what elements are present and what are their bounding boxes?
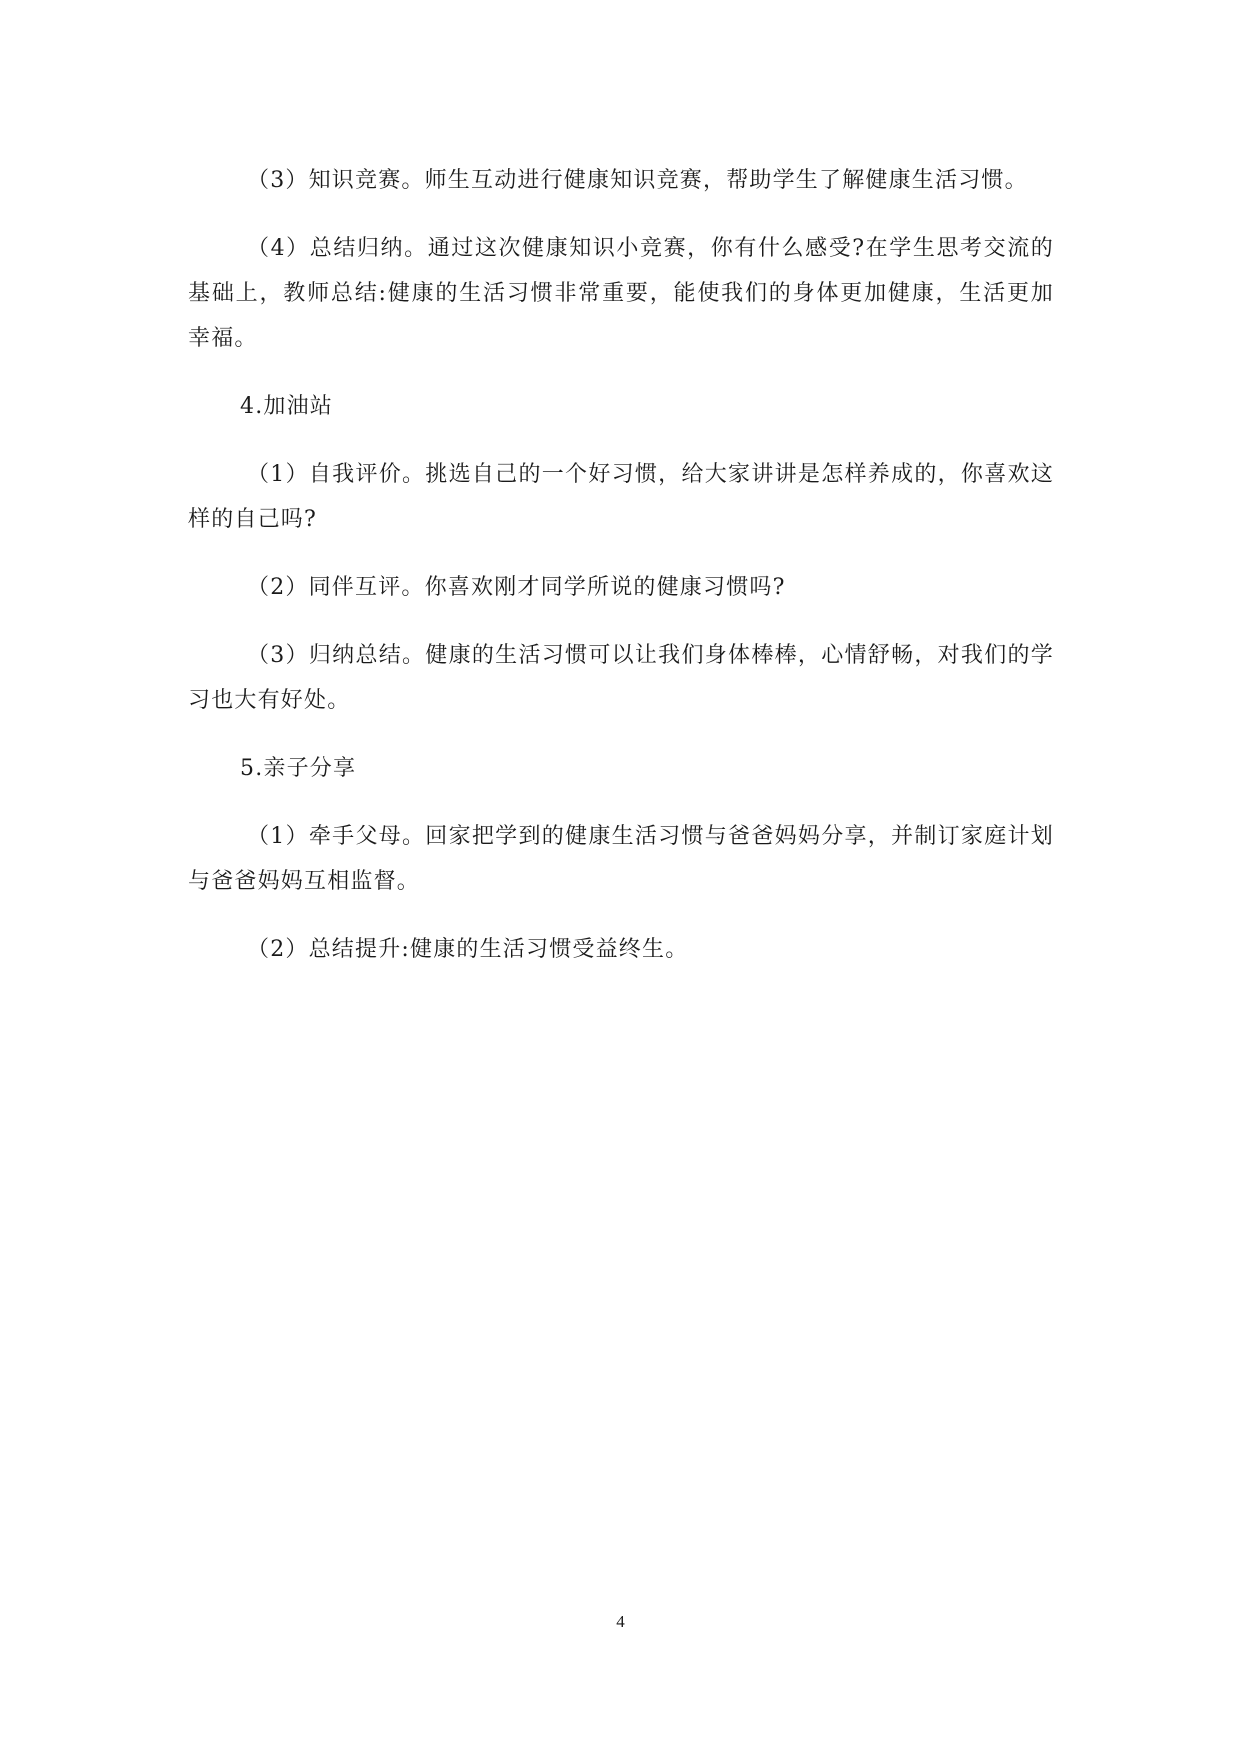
paragraph-knowledge-contest: （3）知识竞赛。师生互动进行健康知识竞赛，帮助学生了解健康生活习惯。 (247, 168, 1028, 193)
paragraph-induction-summary: （3）归纳总结。健康的生活习惯可以让我们身体棒棒，心情舒畅，对我们的学习也大有好处。 (188, 643, 1054, 713)
section-heading-refuel-station: 4.加油站 (240, 394, 333, 419)
paragraph-hand-in-hand-parents: （1）牵手父母。回家把学到的健康生活习惯与爸爸妈妈分享，并制订家庭计划与爸爸妈妈互相监督。 (188, 824, 1054, 894)
paragraph-self-evaluation: （1）自我评价。挑选自己的一个好习惯，给大家讲讲是怎样养成的，你喜欢这样的自己吗? (188, 462, 1054, 532)
page-number: 4 (616, 1612, 625, 1631)
paragraph-peer-evaluation: （2）同伴互评。你喜欢刚才同学所说的健康习惯吗? (247, 575, 786, 600)
paragraph-summary-improvement: （2）总结提升:健康的生活习惯受益终生。 (247, 937, 689, 962)
section-heading-parent-child-share: 5.亲子分享 (240, 756, 357, 781)
paragraph-summary: （4）总结归纳。通过这次健康知识小竞赛，你有什么感受?在学生思考交流的基础上，教师总结:健康的生活习惯非常重要，能使我们的身体更加健康，生活更加幸福。 (188, 236, 1054, 351)
document-body (188, 158, 1054, 995)
